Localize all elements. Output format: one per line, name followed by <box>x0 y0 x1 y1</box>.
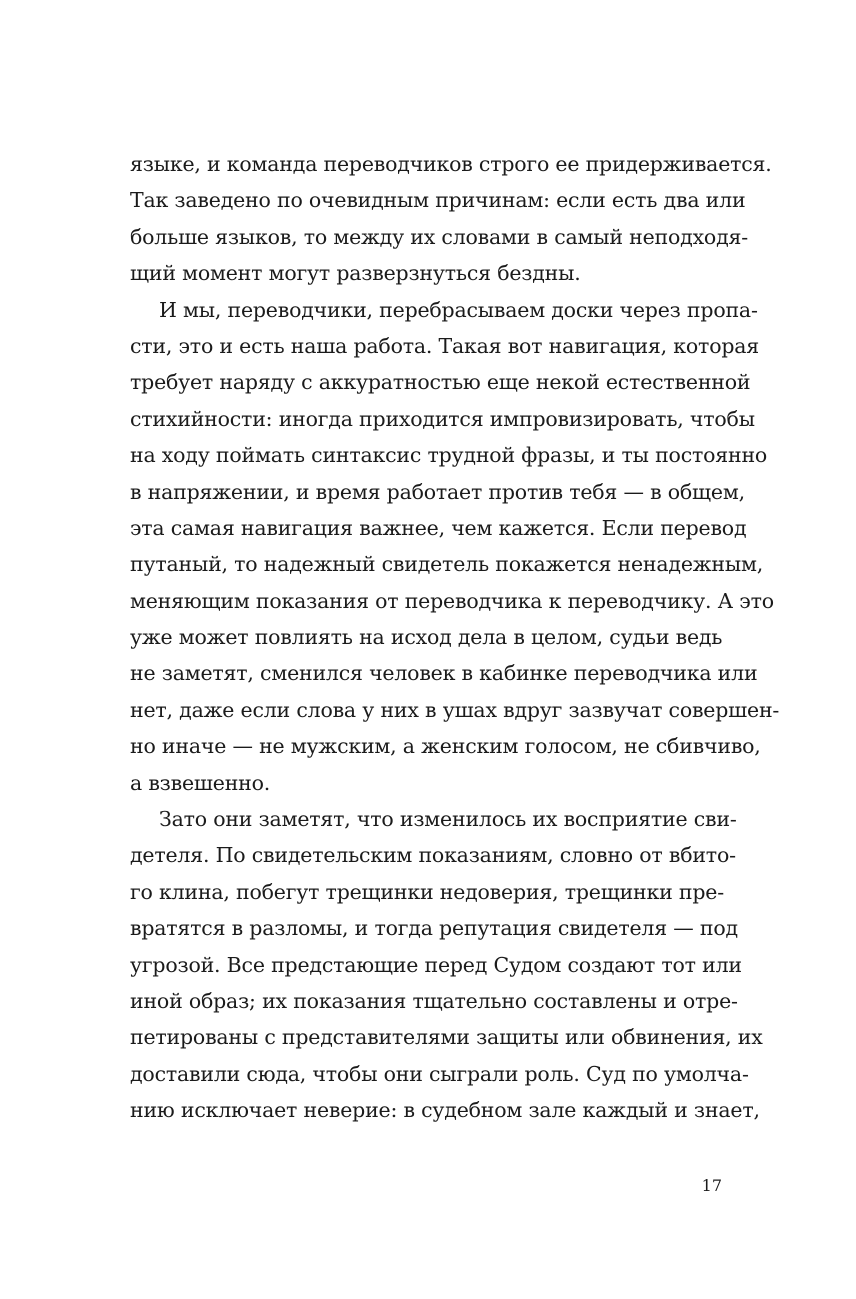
text-line: нет, даже если слова у них в ушах вдруг зазвучат совершен- <box>130 697 780 722</box>
body-text <box>130 146 780 1129</box>
paragraph <box>130 146 772 292</box>
text-line: в напряжении, и время работает против тебя — в общем, <box>130 479 745 504</box>
text-line: сти, это и есть наша работа. Такая вот навигация, которая <box>130 333 760 358</box>
text-line: а взвешенно. <box>130 770 271 795</box>
paragraph <box>130 292 780 801</box>
text-line: требует наряду с аккуратностью еще некой естественной <box>130 370 751 395</box>
text-line: но иначе — не мужским, а женским голосом, не сбивчиво, <box>130 734 761 759</box>
text-line: доставили сюда, чтобы они сыграли роль. Суд по умолча- <box>130 1061 749 1086</box>
text-line: иной образ; их показания тщательно составлены и отре- <box>130 988 738 1013</box>
text-line: детеля. По свидетельским показаниям, словно от вбито- <box>130 843 736 868</box>
text-line: щий момент могут разверзнуться бездны. <box>130 261 581 286</box>
text-line: языке, и команда переводчиков строго ее придерживается. <box>130 152 772 176</box>
text-line: Так заведено по очевидным причинам: если есть два или <box>130 188 746 213</box>
text-line: на ходу поймать синтаксис трудной фразы, и ты постоянно <box>130 443 768 468</box>
text-line: не заметят, сменился человек в кабинке переводчика или <box>130 661 758 686</box>
text-line: петированы с представителями защиты или обвинения, их <box>130 1025 763 1050</box>
paragraph <box>130 801 763 1129</box>
page-number: 17 <box>701 1176 722 1195</box>
text-line: угрозой. Все предстающие перед Судом создают тот или <box>130 952 742 977</box>
text-line: го клина, побегут трещинки недоверия, трещинки пре- <box>130 879 724 904</box>
text-line: нию исключает неверие: в судебном зале каждый и знает, <box>130 1098 760 1123</box>
text-line: вратятся в разломы, и тогда репутация свидетеля — под <box>130 916 738 941</box>
text-line: эта самая навигация важнее, чем кажется. Если перевод <box>130 515 747 540</box>
text-line: стихийности: иногда приходится импровизировать, чтобы <box>130 406 755 431</box>
text-line: уже может повлиять на исход дела в целом, судьи ведь <box>130 625 723 650</box>
text-line: путаный, то надежный свидетель покажется ненадежным, <box>130 552 764 577</box>
text-line: Зато они заметят, что изменилось их восприятие сви- <box>159 807 737 832</box>
text-line: И мы, переводчики, перебрасываем доски через пропа- <box>159 297 758 322</box>
text-line: меняющим показания от переводчика к переводчику. А это <box>130 588 774 613</box>
text-line: больше языков, то между их словами в самый неподходя- <box>130 224 748 249</box>
